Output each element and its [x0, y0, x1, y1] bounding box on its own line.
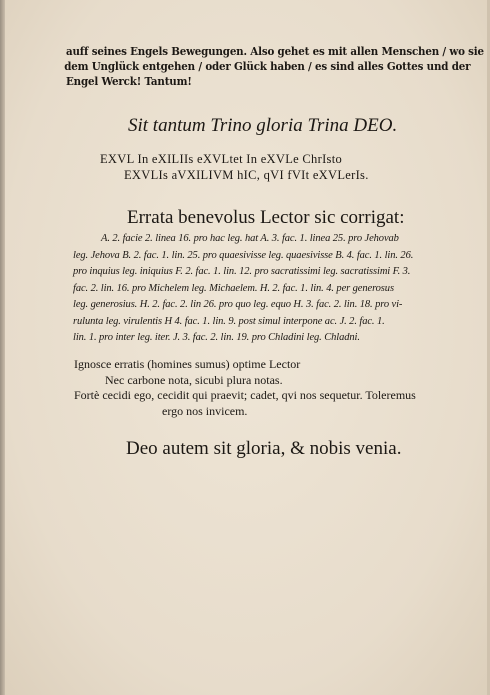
verse-line-1: Ignosce erratis (homines sumus) optime Lector	[74, 357, 301, 371]
errata-line-7: lin. 1. pro inter leg. iter. J. 3. fac. 2. lin. 19. pro Chladini leg. Chladni.	[73, 332, 360, 343]
errata-line-2: leg. Jehova B. 2. fac. 1. lin. 25. pro quaesivisse leg. quaesivisse B. 4. fac. 1. lin. 26.	[73, 249, 414, 261]
verse-line-4: ergo nos invicem.	[162, 403, 248, 418]
german-line-2: dem Unglück entgehen / oder Glück haben / es sind alles Gottes und der	[64, 59, 471, 73]
chronogram-line-1: EXVL In eXILIIs eXVLtet In eXVLe ChrIsto	[100, 152, 343, 166]
errata-heading: Errata benevolus Lector sic corrigat:	[127, 207, 405, 228]
german-line-1: auff seines Engels Bewegungen. Also gehet es mit allen Menschen / wo sie	[66, 44, 484, 58]
errata-line-5: leg. generosius. H. 2. fac. 2. lin 26. pro quo leg. equo H. 3. fac. 2. lin. 18. pro vi-	[73, 299, 403, 310]
closing-line: Deo autem sit gloria, & nobis venia.	[126, 438, 402, 459]
errata-list	[73, 231, 413, 347]
errata-line-1: A. 2. facie 2. linea 16. pro hac leg. hat A. 3. fac. 1. linea 25. pro Jehovab	[101, 233, 399, 244]
errata-line-4: fac. 2. lin. 16. pro Michelem leg. Michaelem. H. 2. fac. 1. lin. 4. per generosus	[73, 282, 394, 294]
verse-line-3: Fortè cecidi ego, cecidit qui praevit; cadet, qvi nos sequetur. Toleremus	[74, 388, 416, 402]
chronogram-line-2: EXVLIs aVXILIVM hIC, qVI fVIt eXVLerIs.	[124, 168, 369, 182]
chronogram	[100, 151, 369, 183]
motto: Sit tantum Trino gloria Trina DEO.	[128, 115, 398, 136]
errata-line-3: pro inquius leg. iniquius F. 2. fac. 1. lin. 12. pro sacratissimi leg. sacratissimi F. 3.	[73, 266, 411, 277]
page-binding-shadow	[0, 0, 5, 695]
german-paragraph	[66, 44, 484, 89]
verse-line-2: Nec carbone nota, sicubi plura notas.	[105, 372, 283, 387]
german-line-3: Engel Werck! Tantum!	[66, 74, 192, 88]
closing-verse	[74, 357, 416, 419]
errata-line-6: rulunta leg. virulentis H 4. fac. 1. lin. 9. post simul interpone ac. J. 2. fac. 1.	[73, 315, 385, 327]
